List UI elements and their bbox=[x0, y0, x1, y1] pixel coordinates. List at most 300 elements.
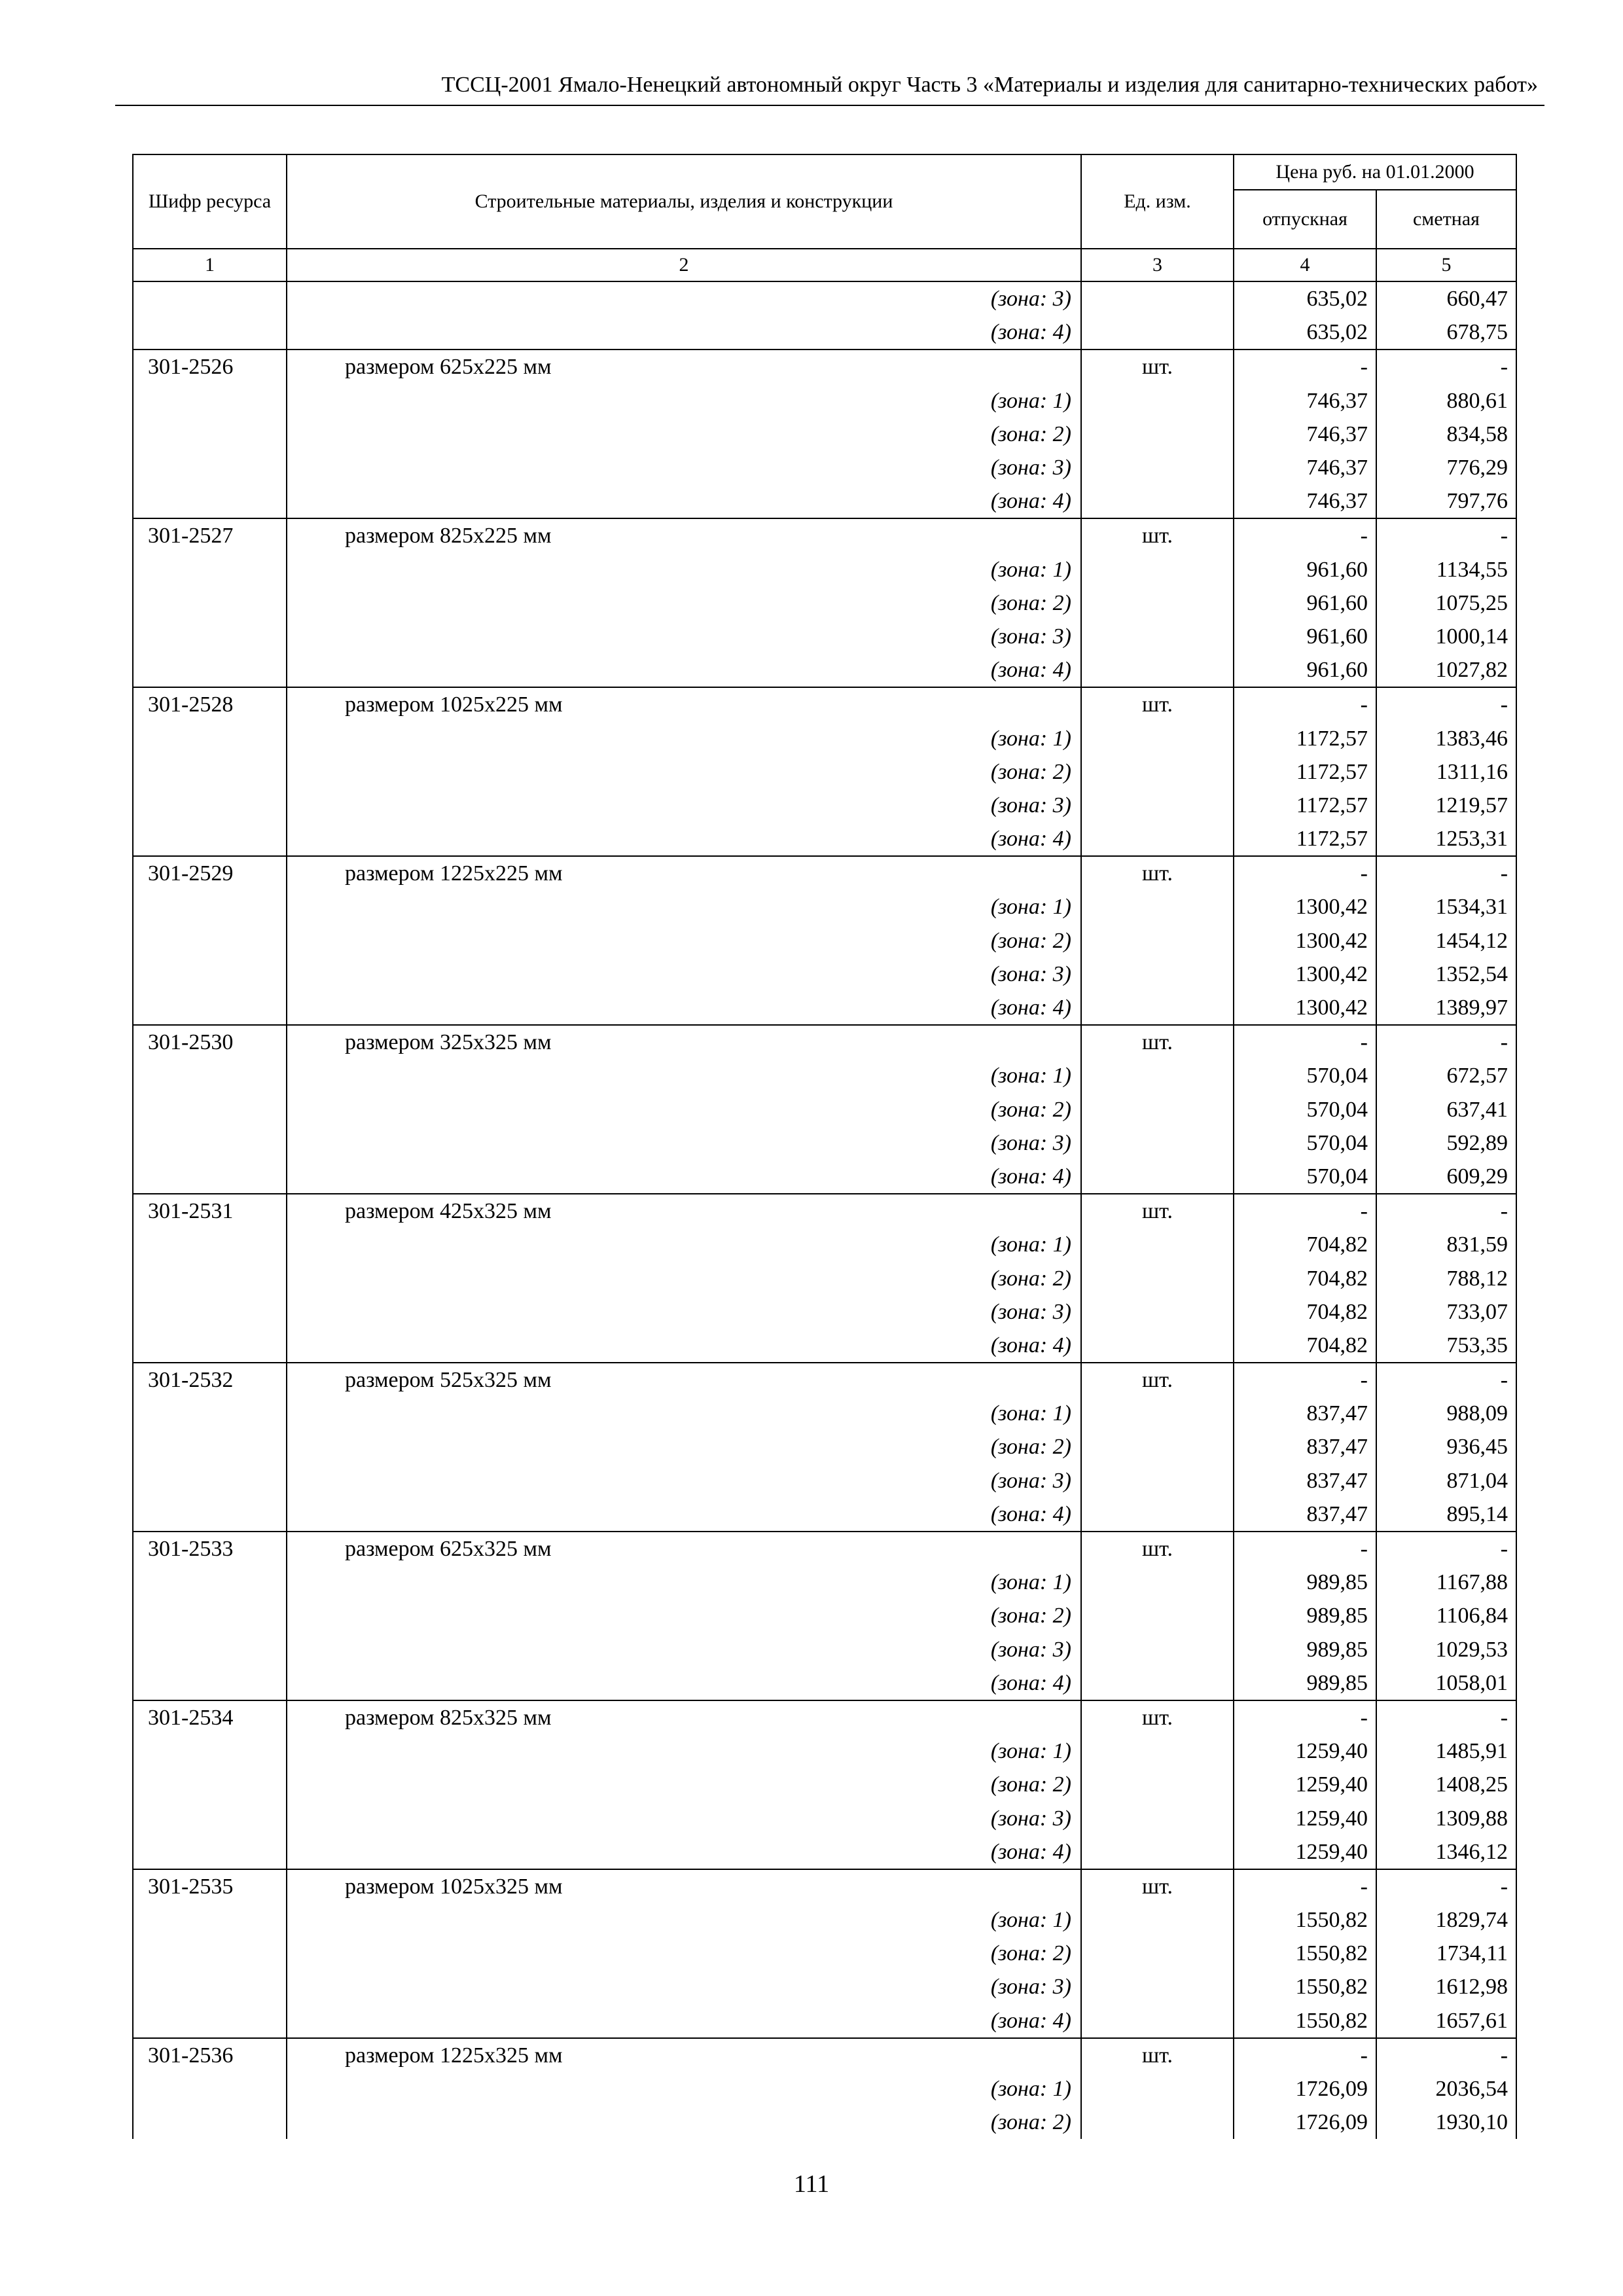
zone-row bbox=[133, 822, 1516, 856]
code-cell bbox=[133, 1059, 287, 1092]
item-row bbox=[133, 518, 1516, 552]
unit-cell bbox=[1081, 2004, 1234, 2038]
item-name: размером 425x325 мм bbox=[287, 1194, 1081, 1228]
estimate-price: - bbox=[1376, 687, 1516, 721]
unit-cell bbox=[1081, 1633, 1234, 1666]
release-price: 837,47 bbox=[1234, 1498, 1376, 1532]
zone-row bbox=[133, 1903, 1516, 1937]
release-price: 989,85 bbox=[1234, 1599, 1376, 1632]
unit-cell: шт. bbox=[1081, 1363, 1234, 1397]
zone-label: (зона: 3) bbox=[287, 958, 1081, 991]
estimate-price: 1000,14 bbox=[1376, 620, 1516, 653]
zone-label: (зона: 2) bbox=[287, 586, 1081, 620]
estimate-price: 871,04 bbox=[1376, 1464, 1516, 1498]
release-price: 1172,57 bbox=[1234, 721, 1376, 755]
col-header-code-label: Шифр ресурса bbox=[148, 190, 272, 212]
zone-label: (зона: 4) bbox=[287, 1160, 1081, 1194]
zone-label: (зона: 2) bbox=[287, 2106, 1081, 2139]
zone-label: (зона: 4) bbox=[287, 1329, 1081, 1363]
release-price: 837,47 bbox=[1234, 1430, 1376, 1463]
estimate-price: 1383,46 bbox=[1376, 721, 1516, 755]
zone-row bbox=[133, 451, 1516, 484]
unit-cell bbox=[1081, 1937, 1234, 1970]
zone-row bbox=[133, 1666, 1516, 1700]
zone-label: (зона: 1) bbox=[287, 1903, 1081, 1937]
code-cell bbox=[133, 281, 287, 315]
release-price: - bbox=[1234, 350, 1376, 384]
code-cell bbox=[133, 315, 287, 350]
item-name: размером 625x225 мм bbox=[287, 350, 1081, 384]
zone-row bbox=[133, 620, 1516, 653]
estimate-price: 895,14 bbox=[1376, 1498, 1516, 1532]
zone-label: (зона: 1) bbox=[287, 721, 1081, 755]
zone-row bbox=[133, 281, 1516, 315]
estimate-price: 880,61 bbox=[1376, 384, 1516, 418]
code-cell bbox=[133, 1566, 287, 1599]
zone-row bbox=[133, 586, 1516, 620]
code-cell bbox=[133, 451, 287, 484]
release-price: 1300,42 bbox=[1234, 991, 1376, 1025]
table-body bbox=[133, 281, 1516, 2139]
estimate-price: 1346,12 bbox=[1376, 1835, 1516, 1869]
unit-cell: шт. bbox=[1081, 1532, 1234, 1566]
resource-code: 301-2530 bbox=[133, 1025, 287, 1059]
zone-row bbox=[133, 1430, 1516, 1463]
resource-code: 301-2533 bbox=[133, 1532, 287, 1566]
release-price: 1300,42 bbox=[1234, 890, 1376, 924]
unit-cell bbox=[1081, 1734, 1234, 1768]
zone-label: (зона: 4) bbox=[287, 822, 1081, 856]
estimate-price: 1734,11 bbox=[1376, 1937, 1516, 1970]
col-header-name-label: Строительные материалы, изделия и конструкции bbox=[474, 190, 893, 212]
estimate-price: 1454,12 bbox=[1376, 924, 1516, 958]
release-price: 961,60 bbox=[1234, 586, 1376, 620]
column-number: 5 bbox=[1376, 249, 1516, 281]
release-price: - bbox=[1234, 1194, 1376, 1228]
item-name: размером 1025x325 мм bbox=[287, 1869, 1081, 1903]
estimate-price: 988,09 bbox=[1376, 1397, 1516, 1430]
zone-row bbox=[133, 653, 1516, 687]
resource-code: 301-2535 bbox=[133, 1869, 287, 1903]
code-cell bbox=[133, 1397, 287, 1430]
estimate-price: 1657,61 bbox=[1376, 2004, 1516, 2038]
unit-cell: шт. bbox=[1081, 687, 1234, 721]
estimate-price: 678,75 bbox=[1376, 315, 1516, 350]
estimate-price: 1029,53 bbox=[1376, 1633, 1516, 1666]
zone-label: (зона: 2) bbox=[287, 755, 1081, 789]
zone-label: (зона: 4) bbox=[287, 1835, 1081, 1869]
zone-row bbox=[133, 2072, 1516, 2106]
release-price: 704,82 bbox=[1234, 1329, 1376, 1363]
item-row bbox=[133, 856, 1516, 890]
unit-cell bbox=[1081, 1903, 1234, 1937]
resource-code: 301-2532 bbox=[133, 1363, 287, 1397]
code-cell bbox=[133, 1498, 287, 1532]
item-row bbox=[133, 2038, 1516, 2072]
resource-code: 301-2531 bbox=[133, 1194, 287, 1228]
release-price: - bbox=[1234, 2038, 1376, 2072]
item-row bbox=[133, 1869, 1516, 1903]
page-number: 111 bbox=[793, 2170, 830, 2198]
release-price: 635,02 bbox=[1234, 315, 1376, 350]
unit-cell bbox=[1081, 1970, 1234, 2003]
estimate-price: 592,89 bbox=[1376, 1126, 1516, 1160]
estimate-price: 788,12 bbox=[1376, 1261, 1516, 1295]
item-name: размером 1025x225 мм bbox=[287, 687, 1081, 721]
unit-cell bbox=[1081, 789, 1234, 822]
unit-cell bbox=[1081, 451, 1234, 484]
zone-label: (зона: 4) bbox=[287, 991, 1081, 1025]
release-price: 1726,09 bbox=[1234, 2106, 1376, 2139]
zone-label: (зона: 4) bbox=[287, 2004, 1081, 2038]
estimate-price: 1352,54 bbox=[1376, 958, 1516, 991]
col-header-price-group bbox=[1234, 154, 1516, 190]
code-cell bbox=[133, 1734, 287, 1768]
estimate-price: 672,57 bbox=[1376, 1059, 1516, 1092]
zone-row bbox=[133, 384, 1516, 418]
code-cell bbox=[133, 2072, 287, 2106]
code-cell bbox=[133, 1599, 287, 1632]
release-price: 1726,09 bbox=[1234, 2072, 1376, 2106]
unit-cell bbox=[1081, 2072, 1234, 2106]
col-header-unit-label: Ед. изм. bbox=[1124, 190, 1191, 212]
zone-row bbox=[133, 1295, 1516, 1329]
unit-cell bbox=[1081, 1228, 1234, 1261]
estimate-price: 797,76 bbox=[1376, 484, 1516, 518]
estimate-price: 1075,25 bbox=[1376, 586, 1516, 620]
zone-label: (зона: 1) bbox=[287, 1228, 1081, 1261]
zone-row bbox=[133, 1835, 1516, 1869]
release-price: 1259,40 bbox=[1234, 1768, 1376, 1801]
code-cell bbox=[133, 653, 287, 687]
zone-row bbox=[133, 890, 1516, 924]
estimate-price: - bbox=[1376, 1700, 1516, 1734]
code-cell bbox=[133, 1937, 287, 1970]
estimate-price: 776,29 bbox=[1376, 451, 1516, 484]
code-cell bbox=[133, 553, 287, 586]
col-header-unit bbox=[1081, 154, 1234, 249]
release-price: 961,60 bbox=[1234, 653, 1376, 687]
release-price: 961,60 bbox=[1234, 553, 1376, 586]
zone-label: (зона: 1) bbox=[287, 1566, 1081, 1599]
unit-cell bbox=[1081, 991, 1234, 1025]
code-cell bbox=[133, 1801, 287, 1835]
zone-row bbox=[133, 553, 1516, 586]
item-name: размером 625x325 мм bbox=[287, 1532, 1081, 1566]
zone-row bbox=[133, 1599, 1516, 1632]
code-cell bbox=[133, 1295, 287, 1329]
code-cell bbox=[133, 1970, 287, 2003]
estimate-price: 936,45 bbox=[1376, 1430, 1516, 1463]
estimate-price: - bbox=[1376, 2038, 1516, 2072]
estimate-price: 1311,16 bbox=[1376, 755, 1516, 789]
estimate-price: - bbox=[1376, 1025, 1516, 1059]
estimate-price: - bbox=[1376, 1363, 1516, 1397]
item-row bbox=[133, 1532, 1516, 1566]
zone-row bbox=[133, 2004, 1516, 2038]
zone-label: (зона: 3) bbox=[287, 1633, 1081, 1666]
unit-cell bbox=[1081, 1768, 1234, 1801]
zone-row bbox=[133, 1734, 1516, 1768]
zone-label: (зона: 3) bbox=[287, 1295, 1081, 1329]
code-cell bbox=[133, 586, 287, 620]
col-header-release bbox=[1234, 190, 1376, 249]
unit-cell bbox=[1081, 890, 1234, 924]
release-price: - bbox=[1234, 1363, 1376, 1397]
unit-cell bbox=[1081, 1666, 1234, 1700]
zone-label: (зона: 3) bbox=[287, 1801, 1081, 1835]
release-price: 989,85 bbox=[1234, 1566, 1376, 1599]
release-price: 1172,57 bbox=[1234, 822, 1376, 856]
estimate-price: 1134,55 bbox=[1376, 553, 1516, 586]
zone-row bbox=[133, 1970, 1516, 2003]
zone-label: (зона: 4) bbox=[287, 1498, 1081, 1532]
zone-row bbox=[133, 789, 1516, 822]
release-price: - bbox=[1234, 1700, 1376, 1734]
release-price: 1172,57 bbox=[1234, 789, 1376, 822]
zone-row bbox=[133, 2106, 1516, 2139]
item-row bbox=[133, 1194, 1516, 1228]
zone-row bbox=[133, 991, 1516, 1025]
unit-cell bbox=[1081, 384, 1234, 418]
zone-label: (зона: 1) bbox=[287, 1397, 1081, 1430]
release-price: 570,04 bbox=[1234, 1059, 1376, 1092]
zone-label: (зона: 2) bbox=[287, 1599, 1081, 1632]
item-name: размером 325x325 мм bbox=[287, 1025, 1081, 1059]
release-price: 746,37 bbox=[1234, 484, 1376, 518]
unit-cell: шт. bbox=[1081, 2038, 1234, 2072]
unit-cell bbox=[1081, 1835, 1234, 1869]
zone-label: (зона: 3) bbox=[287, 1126, 1081, 1160]
estimate-price: 660,47 bbox=[1376, 281, 1516, 315]
estimate-price: 1408,25 bbox=[1376, 1768, 1516, 1801]
code-cell bbox=[133, 1903, 287, 1937]
release-price: 1550,82 bbox=[1234, 1937, 1376, 1970]
column-number: 1 bbox=[133, 249, 287, 281]
code-cell bbox=[133, 991, 287, 1025]
unit-cell bbox=[1081, 1599, 1234, 1632]
unit-cell bbox=[1081, 1801, 1234, 1835]
release-price: 1300,42 bbox=[1234, 924, 1376, 958]
unit-cell bbox=[1081, 924, 1234, 958]
release-price: 1259,40 bbox=[1234, 1835, 1376, 1869]
zone-row bbox=[133, 1160, 1516, 1194]
unit-cell bbox=[1081, 1464, 1234, 1498]
zone-row bbox=[133, 1464, 1516, 1498]
release-price: - bbox=[1234, 1025, 1376, 1059]
unit-cell bbox=[1081, 553, 1234, 586]
item-row bbox=[133, 1363, 1516, 1397]
release-price: - bbox=[1234, 518, 1376, 552]
release-price: 989,85 bbox=[1234, 1666, 1376, 1700]
col-header-estimate bbox=[1376, 190, 1516, 249]
resource-code: 301-2528 bbox=[133, 687, 287, 721]
estimate-price: 1058,01 bbox=[1376, 1666, 1516, 1700]
zone-row bbox=[133, 1566, 1516, 1599]
resource-code: 301-2534 bbox=[133, 1700, 287, 1734]
code-cell bbox=[133, 924, 287, 958]
unit-cell bbox=[1081, 1126, 1234, 1160]
zone-row bbox=[133, 1228, 1516, 1261]
code-cell bbox=[133, 1464, 287, 1498]
table-header bbox=[133, 154, 1516, 281]
item-name: размером 525x325 мм bbox=[287, 1363, 1081, 1397]
code-cell bbox=[133, 1126, 287, 1160]
release-price: 570,04 bbox=[1234, 1160, 1376, 1194]
zone-label: (зона: 1) bbox=[287, 890, 1081, 924]
estimate-price: 1829,74 bbox=[1376, 1903, 1516, 1937]
zone-label: (зона: 3) bbox=[287, 1464, 1081, 1498]
code-cell bbox=[133, 620, 287, 653]
estimate-price: 609,29 bbox=[1376, 1160, 1516, 1194]
release-price: - bbox=[1234, 1869, 1376, 1903]
code-cell bbox=[133, 1835, 287, 1869]
unit-cell bbox=[1081, 1566, 1234, 1599]
estimate-price: 834,58 bbox=[1376, 418, 1516, 451]
release-price: - bbox=[1234, 856, 1376, 890]
release-price: 1259,40 bbox=[1234, 1734, 1376, 1768]
zone-label: (зона: 1) bbox=[287, 384, 1081, 418]
unit-cell: шт. bbox=[1081, 1700, 1234, 1734]
item-name: размером 1225x225 мм bbox=[287, 856, 1081, 890]
code-cell bbox=[133, 2004, 287, 2038]
code-cell bbox=[133, 822, 287, 856]
zone-row bbox=[133, 418, 1516, 451]
code-cell bbox=[133, 2106, 287, 2139]
release-price: 635,02 bbox=[1234, 281, 1376, 315]
unit-cell bbox=[1081, 586, 1234, 620]
release-price: 1550,82 bbox=[1234, 2004, 1376, 2038]
zone-row bbox=[133, 1059, 1516, 1092]
estimate-price: 637,41 bbox=[1376, 1093, 1516, 1126]
zone-label: (зона: 4) bbox=[287, 315, 1081, 350]
col-header-code bbox=[133, 154, 287, 249]
release-price: 746,37 bbox=[1234, 384, 1376, 418]
zone-row bbox=[133, 755, 1516, 789]
estimate-price: - bbox=[1376, 1869, 1516, 1903]
zone-row bbox=[133, 1397, 1516, 1430]
zone-label: (зона: 4) bbox=[287, 653, 1081, 687]
unit-cell bbox=[1081, 755, 1234, 789]
release-price: - bbox=[1234, 687, 1376, 721]
code-cell bbox=[133, 1633, 287, 1666]
estimate-price: 831,59 bbox=[1376, 1228, 1516, 1261]
zone-row bbox=[133, 1768, 1516, 1801]
zone-row bbox=[133, 1329, 1516, 1363]
release-price: 837,47 bbox=[1234, 1464, 1376, 1498]
estimate-price: - bbox=[1376, 1194, 1516, 1228]
zone-label: (зона: 2) bbox=[287, 924, 1081, 958]
code-cell bbox=[133, 1329, 287, 1363]
zone-label: (зона: 2) bbox=[287, 1768, 1081, 1801]
estimate-price: 1027,82 bbox=[1376, 653, 1516, 687]
zone-label: (зона: 3) bbox=[287, 620, 1081, 653]
release-price: 704,82 bbox=[1234, 1295, 1376, 1329]
zone-label: (зона: 3) bbox=[287, 1970, 1081, 2003]
code-cell bbox=[133, 890, 287, 924]
code-cell bbox=[133, 789, 287, 822]
estimate-price: 1106,84 bbox=[1376, 1599, 1516, 1632]
code-cell bbox=[133, 1430, 287, 1463]
unit-cell bbox=[1081, 1329, 1234, 1363]
zone-label: (зона: 2) bbox=[287, 1261, 1081, 1295]
zone-row bbox=[133, 1261, 1516, 1295]
unit-cell: шт. bbox=[1081, 856, 1234, 890]
col-header-price-group-label: Цена руб. на 01.01.2000 bbox=[1275, 161, 1474, 183]
zone-label: (зона: 3) bbox=[287, 451, 1081, 484]
zone-label: (зона: 3) bbox=[287, 281, 1081, 315]
unit-cell bbox=[1081, 484, 1234, 518]
unit-cell bbox=[1081, 1059, 1234, 1092]
resource-code: 301-2536 bbox=[133, 2038, 287, 2072]
zone-label: (зона: 1) bbox=[287, 1059, 1081, 1092]
estimate-price: 1219,57 bbox=[1376, 789, 1516, 822]
zone-label: (зона: 2) bbox=[287, 1937, 1081, 1970]
code-cell bbox=[133, 1093, 287, 1126]
item-name: размером 825x325 мм bbox=[287, 1700, 1081, 1734]
col-header-release-label: отпускная bbox=[1262, 208, 1347, 230]
column-number-row bbox=[133, 249, 1516, 281]
zone-row bbox=[133, 1093, 1516, 1126]
unit-cell bbox=[1081, 721, 1234, 755]
zone-label: (зона: 4) bbox=[287, 484, 1081, 518]
item-name: размером 1225x325 мм bbox=[287, 2038, 1081, 2072]
unit-cell: шт. bbox=[1081, 1025, 1234, 1059]
estimate-price: - bbox=[1376, 1532, 1516, 1566]
item-row bbox=[133, 687, 1516, 721]
page-header-title: ТССЦ-2001 Ямало-Ненецкий автономный округ Часть 3 «Материалы и изделия для санитарно-технических работ» bbox=[441, 73, 1538, 97]
zone-label: (зона: 2) bbox=[287, 1430, 1081, 1463]
code-cell bbox=[133, 1160, 287, 1194]
price-table bbox=[132, 154, 1517, 2139]
zone-label: (зона: 2) bbox=[287, 1093, 1081, 1126]
column-number: 2 bbox=[287, 249, 1081, 281]
col-header-estimate-label: сметная bbox=[1413, 208, 1480, 230]
unit-cell bbox=[1081, 822, 1234, 856]
unit-cell bbox=[1081, 1295, 1234, 1329]
estimate-price: 1253,31 bbox=[1376, 822, 1516, 856]
estimate-price: 753,35 bbox=[1376, 1329, 1516, 1363]
release-price: 570,04 bbox=[1234, 1126, 1376, 1160]
zone-row bbox=[133, 958, 1516, 991]
code-cell bbox=[133, 958, 287, 991]
unit-cell: шт. bbox=[1081, 518, 1234, 552]
zone-label: (зона: 4) bbox=[287, 1666, 1081, 1700]
estimate-price: 1534,31 bbox=[1376, 890, 1516, 924]
code-cell bbox=[133, 1261, 287, 1295]
release-price: 1259,40 bbox=[1234, 1801, 1376, 1835]
resource-code: 301-2529 bbox=[133, 856, 287, 890]
unit-cell bbox=[1081, 1430, 1234, 1463]
item-row bbox=[133, 350, 1516, 384]
header-divider bbox=[115, 105, 1544, 106]
unit-cell bbox=[1081, 1261, 1234, 1295]
column-number: 4 bbox=[1234, 249, 1376, 281]
code-cell bbox=[133, 1768, 287, 1801]
unit-cell bbox=[1081, 1397, 1234, 1430]
estimate-price: 1309,88 bbox=[1376, 1801, 1516, 1835]
zone-row bbox=[133, 1801, 1516, 1835]
estimate-price: 2036,54 bbox=[1376, 2072, 1516, 2106]
zone-label: (зона: 1) bbox=[287, 1734, 1081, 1768]
code-cell bbox=[133, 721, 287, 755]
estimate-price: 1485,91 bbox=[1376, 1734, 1516, 1768]
estimate-price: - bbox=[1376, 518, 1516, 552]
code-cell bbox=[133, 384, 287, 418]
zone-row bbox=[133, 1937, 1516, 1970]
unit-cell bbox=[1081, 1160, 1234, 1194]
item-row bbox=[133, 1025, 1516, 1059]
